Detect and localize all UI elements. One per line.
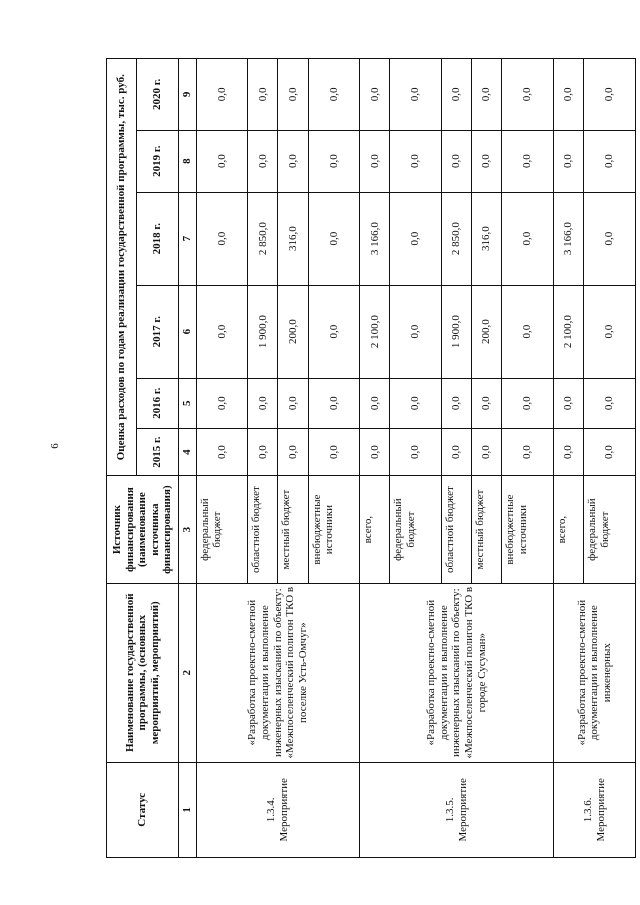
- source-cell: всего,: [554, 476, 584, 583]
- value-cell: 0,0: [196, 378, 248, 428]
- value-cell: 200,0: [278, 285, 308, 378]
- value-cell: 0,0: [196, 59, 248, 131]
- value-cell: 0,0: [502, 59, 554, 131]
- column-numbers-row: [179, 59, 197, 858]
- value-cell: 0,0: [584, 428, 636, 476]
- value-cell: 3 166,0: [360, 192, 390, 285]
- col-number: 8: [179, 130, 197, 192]
- value-cell: 0,0: [584, 285, 636, 378]
- value-cell: 0,0: [502, 428, 554, 476]
- source-cell: областной бюджет: [442, 476, 472, 583]
- header-year: 2015 г.: [137, 428, 179, 476]
- value-cell: 0,0: [584, 130, 636, 192]
- header-estimate: Оценка расходов по годам реализации государственной программы, тыс. руб.: [107, 59, 137, 476]
- value-cell: 0,0: [248, 378, 278, 428]
- value-cell: 2 850,0: [248, 192, 278, 285]
- value-cell: 316,0: [472, 192, 502, 285]
- item-code: 1.3.4.: [265, 797, 278, 823]
- source-cell: внебюджетные источники: [308, 476, 360, 583]
- header-year: 2020 г.: [137, 59, 179, 131]
- expenditure-table: [106, 58, 636, 858]
- value-cell: 0,0: [248, 59, 278, 131]
- item-type: Мероприятие: [456, 778, 469, 842]
- rotated-page: [106, 58, 636, 858]
- item-name: «Разработка проектно-сметной документации и выполнение инженерных изысканий по объекту: «Межпоселенческий полигон ТКО в городе Сусуман»: [360, 583, 554, 762]
- status-cell: [554, 762, 636, 857]
- header-year: 2017 г.: [137, 285, 179, 378]
- value-cell: 0,0: [308, 59, 360, 131]
- value-cell: 0,0: [308, 192, 360, 285]
- value-cell: 2 850,0: [442, 192, 472, 285]
- value-cell: 0,0: [196, 192, 248, 285]
- value-cell: 0,0: [390, 59, 442, 131]
- table-row: [360, 59, 390, 858]
- value-cell: 0,0: [442, 130, 472, 192]
- value-cell: 0,0: [196, 130, 248, 192]
- table-row: [196, 59, 248, 858]
- value-cell: 2 100,0: [360, 285, 390, 378]
- item-code: 1.3.5.: [444, 797, 457, 823]
- value-cell: 0,0: [442, 378, 472, 428]
- value-cell: 0,0: [390, 192, 442, 285]
- value-cell: 0,0: [584, 59, 636, 131]
- value-cell: 0,0: [360, 428, 390, 476]
- col-number: 2: [179, 583, 197, 762]
- col-number: 4: [179, 428, 197, 476]
- item-type: Мероприятие: [594, 778, 607, 842]
- value-cell: 0,0: [278, 130, 308, 192]
- col-number: 7: [179, 192, 197, 285]
- value-cell: 0,0: [196, 428, 248, 476]
- value-cell: 0,0: [360, 130, 390, 192]
- value-cell: 0,0: [502, 285, 554, 378]
- value-cell: 0,0: [196, 285, 248, 378]
- col-number: 5: [179, 378, 197, 428]
- value-cell: 0,0: [308, 130, 360, 192]
- header-year: 2019 г.: [137, 130, 179, 192]
- value-cell: 0,0: [390, 285, 442, 378]
- value-cell: 0,0: [554, 428, 584, 476]
- value-cell: 0,0: [472, 59, 502, 131]
- page-number: 6: [48, 443, 61, 449]
- value-cell: 0,0: [554, 59, 584, 131]
- item-code: 1.3.6.: [581, 797, 594, 823]
- value-cell: 0,0: [554, 130, 584, 192]
- value-cell: 0,0: [584, 378, 636, 428]
- value-cell: 0,0: [278, 378, 308, 428]
- value-cell: 0,0: [442, 59, 472, 131]
- value-cell: 0,0: [502, 130, 554, 192]
- source-cell: местный бюджет: [278, 476, 308, 583]
- status-cell: [196, 762, 360, 857]
- col-number: 1: [179, 762, 197, 857]
- col-number: 3: [179, 476, 197, 583]
- value-cell: 0,0: [390, 378, 442, 428]
- source-cell: федеральный бюджет: [196, 476, 248, 583]
- value-cell: 1 900,0: [442, 285, 472, 378]
- value-cell: 0,0: [360, 378, 390, 428]
- value-cell: 1 900,0: [248, 285, 278, 378]
- source-cell: местный бюджет: [472, 476, 502, 583]
- value-cell: 0,0: [584, 192, 636, 285]
- value-cell: 0,0: [390, 428, 442, 476]
- value-cell: 0,0: [502, 192, 554, 285]
- value-cell: 0,0: [554, 378, 584, 428]
- value-cell: 0,0: [502, 378, 554, 428]
- status-cell: [360, 762, 554, 857]
- header-source: Источник финансирования (наименование источника финансирования): [107, 476, 179, 583]
- value-cell: 0,0: [472, 130, 502, 192]
- value-cell: 0,0: [308, 285, 360, 378]
- value-cell: 0,0: [308, 428, 360, 476]
- value-cell: 0,0: [360, 59, 390, 131]
- header-year: 2018 г.: [137, 192, 179, 285]
- value-cell: 0,0: [308, 378, 360, 428]
- value-cell: 0,0: [248, 428, 278, 476]
- value-cell: 0,0: [278, 428, 308, 476]
- value-cell: 0,0: [390, 130, 442, 192]
- source-cell: федеральный бюджет: [390, 476, 442, 583]
- source-cell: федеральный бюджет: [584, 476, 636, 583]
- source-cell: областной бюджет: [248, 476, 278, 583]
- item-name: «Разработка проектно-сметной документации и выполнение инженерных изысканий по объекту: «Межпоселенческий полигон ТКО в поселке Усть-Омчуг»: [196, 583, 360, 762]
- value-cell: 0,0: [248, 130, 278, 192]
- source-cell: внебюджетные источники: [502, 476, 554, 583]
- item-type: Мероприятие: [277, 778, 290, 842]
- source-cell: всего,: [360, 476, 390, 583]
- item-name: «Разработка проектно-сметной документации и выполнение инженерных: [554, 583, 636, 762]
- value-cell: 200,0: [472, 285, 502, 378]
- col-number: 9: [179, 59, 197, 131]
- value-cell: 3 166,0: [554, 192, 584, 285]
- value-cell: 0,0: [442, 428, 472, 476]
- value-cell: 0,0: [472, 428, 502, 476]
- value-cell: 0,0: [278, 59, 308, 131]
- value-cell: 316,0: [278, 192, 308, 285]
- header-status: Статус: [107, 762, 179, 857]
- table-header: [107, 59, 197, 858]
- col-number: 6: [179, 285, 197, 378]
- header-year: 2016 г.: [137, 378, 179, 428]
- table-row: [554, 59, 584, 858]
- header-name: Наименование государственной программы, (основных мероприятий, мероприятий): [107, 583, 179, 762]
- value-cell: 0,0: [472, 378, 502, 428]
- value-cell: 2 100,0: [554, 285, 584, 378]
